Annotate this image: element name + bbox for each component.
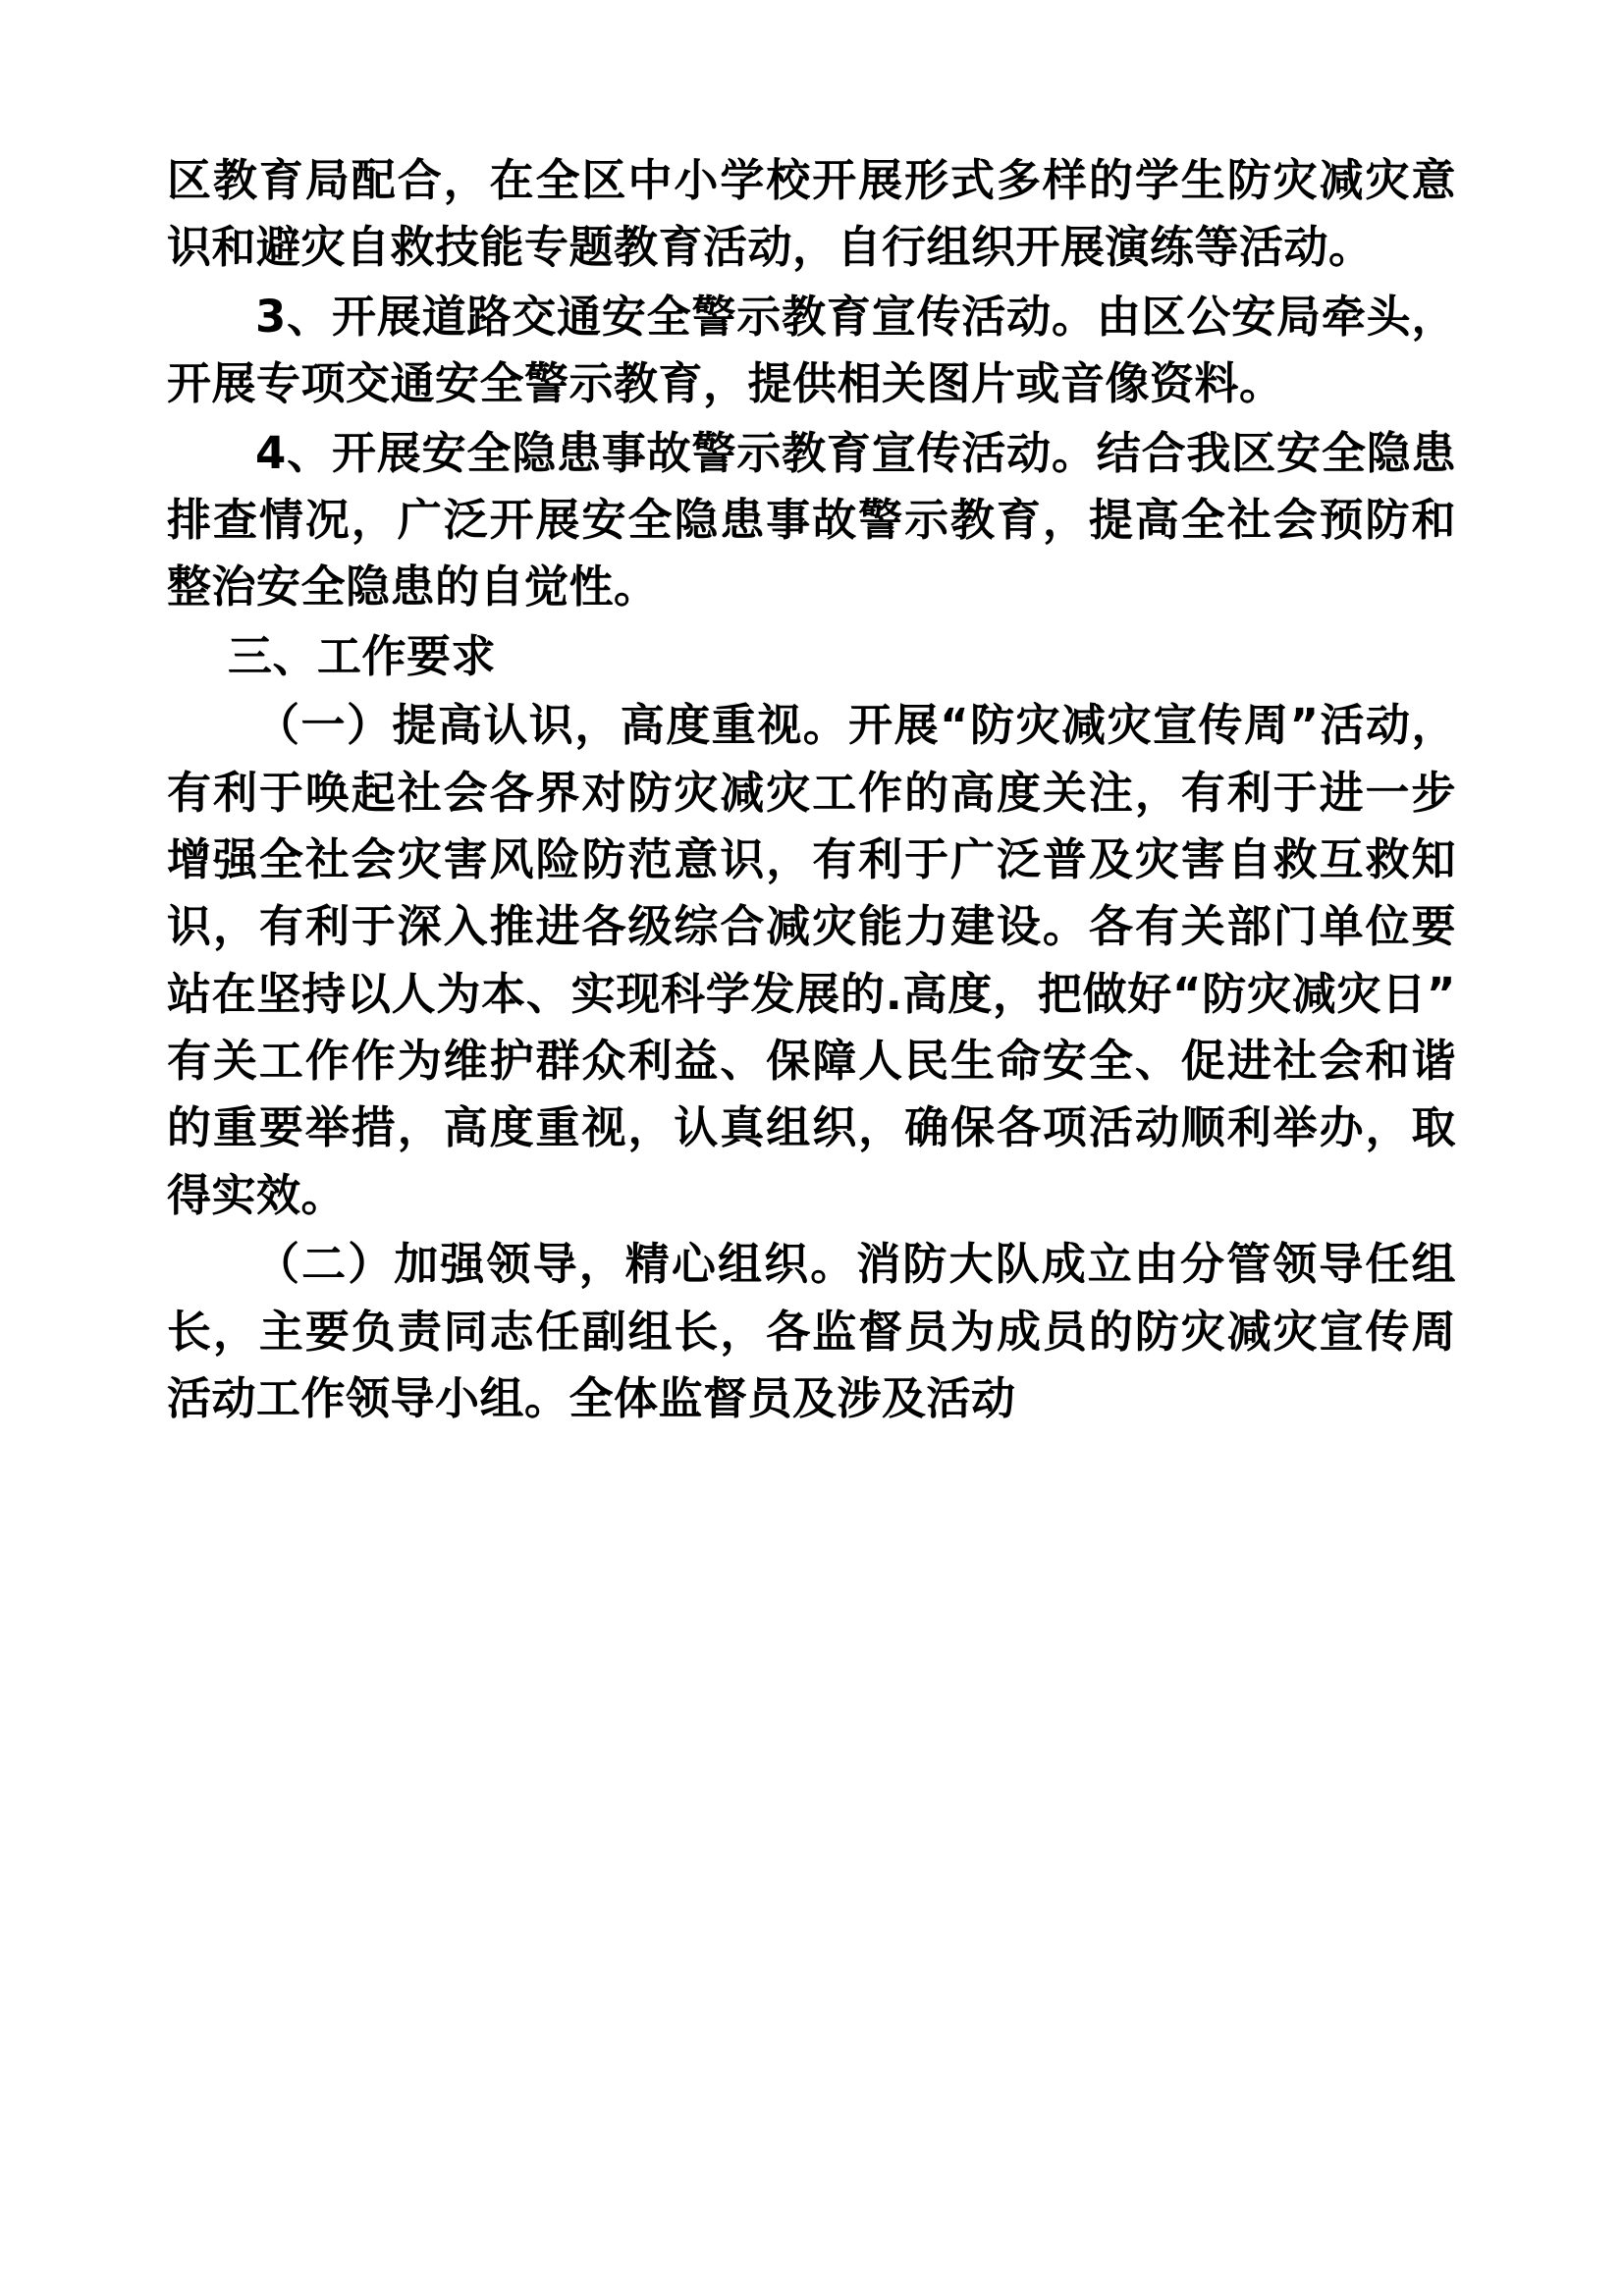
paragraph-continuation: 区教育局配合，在全区中小学校开展形式多样的学生防灾减灾意识和避灾自救技能专题教育活动，自行组织开展演练等活动。 bbox=[167, 154, 1456, 274]
paragraph-sub-one: （一）提高认识，高度重视。开展“防灾减灾宣传周”活动，有利于唤起社会各界对防灾减灾工作的高度关注，有利于进一步增强全社会灾害风险防范意识，有利于广泛普及灾害自救互救知识，有利于深入推进各级综合减灾能力建设。各有关部门单位要站在坚持以人为本、实现科学发展的.高度，把做好“防灾减灾日”有关工作作为维护群众利益、保障人民生命安全、促进社会和谐的重要举措，高度重视，认真组织，确保各项活动顺利举办，取得实效。 bbox=[167, 699, 1456, 1221]
paragraph-sub-two: （二）加强领导，精心组织。消防大队成立由分管领导任组长，主要负责同志任副组长，各监督员为成员的防灾减灾宣传周活动工作领导小组。全体监督员及涉及活动 bbox=[167, 1238, 1456, 1425]
paragraph-item-3: 3、开展道路交通安全警示教育宣传活动。由区公安局牵头，开展专项交通安全警示教育，提供相关图片或音像资料。 bbox=[167, 290, 1456, 410]
heading-section-three: 三、工作要求 bbox=[228, 629, 497, 682]
paragraph-item-4: 4、开展安全隐患事故警示教育宣传活动。结合我区安全隐患排查情况，广泛开展安全隐患事故警示教育，提高全社会预防和整治安全隐患的自觉性。 bbox=[167, 426, 1456, 614]
document-body bbox=[167, 147, 1456, 1432]
